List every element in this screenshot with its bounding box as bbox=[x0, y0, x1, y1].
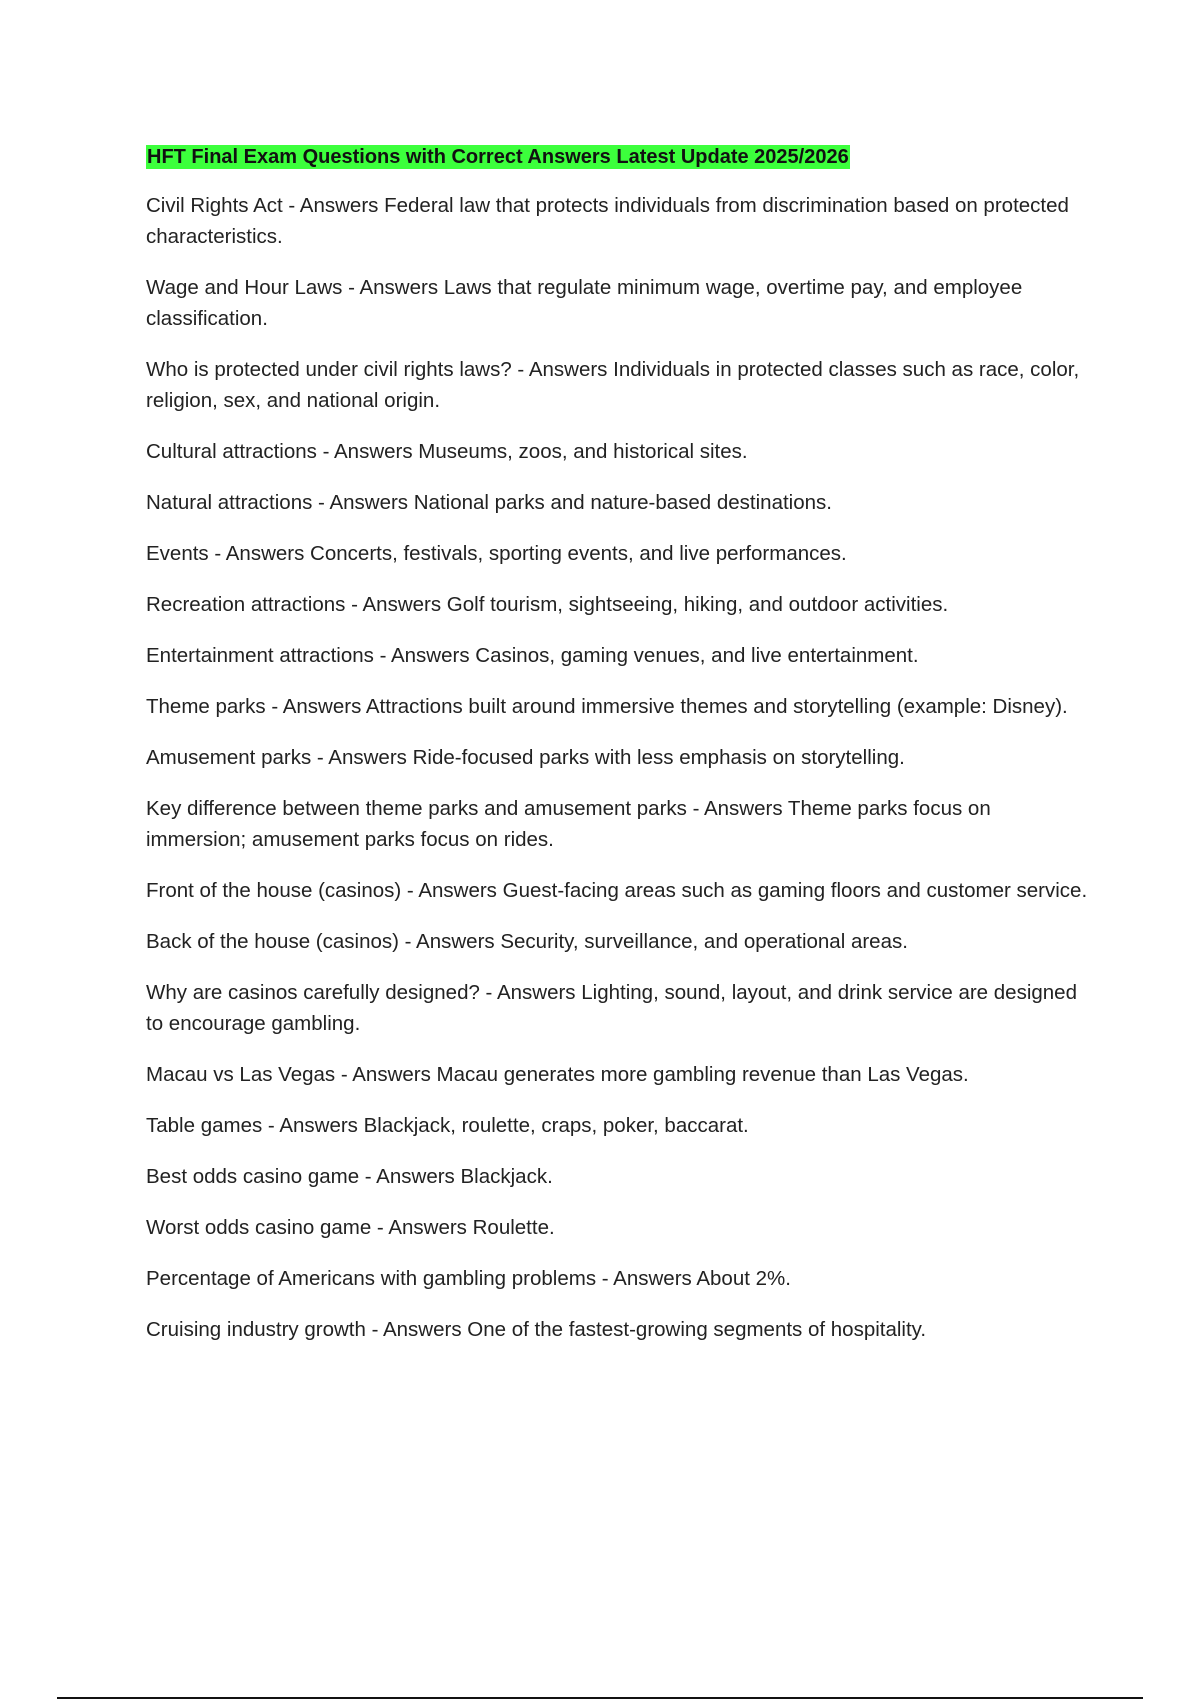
qa-item: Who is protected under civil rights laws? - Answers Individuals in protected classes such as race, color, religion, sex, and national origin. bbox=[146, 358, 1080, 412]
qa-item: Theme parks - Answers Attractions built around immersive themes and storytelling (example: Disney). bbox=[146, 695, 1068, 718]
qa-item: Why are casinos carefully designed? - Answers Lighting, sound, layout, and drink service are designed to encourage gambling. bbox=[146, 981, 1077, 1035]
qa-item: Wage and Hour Laws - Answers Laws that regulate minimum wage, overtime pay, and employee classification. bbox=[146, 276, 1023, 330]
qa-item: Civil Rights Act - Answers Federal law that protects individuals from discrimination based on protected characteristics. bbox=[146, 194, 1069, 248]
document-title: HFT Final Exam Questions with Correct Answers Latest Update 2025/2026 bbox=[147, 146, 849, 168]
page-bottom-divider bbox=[57, 1697, 1143, 1699]
qa-item: Macau vs Las Vegas - Answers Macau generates more gambling revenue than Las Vegas. bbox=[146, 1063, 969, 1086]
document-content bbox=[146, 142, 1092, 1365]
qa-item: Amusement parks - Answers Ride-focused parks with less emphasis on storytelling. bbox=[146, 746, 905, 769]
qa-item: Table games - Answers Blackjack, roulette, craps, poker, baccarat. bbox=[146, 1114, 749, 1137]
qa-item: Events - Answers Concerts, festivals, sporting events, and live performances. bbox=[146, 542, 847, 565]
qa-item: Recreation attractions - Answers Golf tourism, sightseeing, hiking, and outdoor activities. bbox=[146, 593, 949, 616]
qa-item: Best odds casino game - Answers Blackjack. bbox=[146, 1165, 553, 1188]
qa-item: Cultural attractions - Answers Museums, zoos, and historical sites. bbox=[146, 440, 748, 463]
qa-item: Natural attractions - Answers National parks and nature-based destinations. bbox=[146, 491, 832, 514]
qa-item: Percentage of Americans with gambling problems - Answers About 2%. bbox=[146, 1267, 791, 1290]
qa-item: Back of the house (casinos) - Answers Security, surveillance, and operational areas. bbox=[146, 930, 908, 953]
qa-item: Entertainment attractions - Answers Casinos, gaming venues, and live entertainment. bbox=[146, 644, 919, 667]
qa-item: Worst odds casino game - Answers Roulette. bbox=[146, 1216, 555, 1239]
qa-list bbox=[146, 190, 1092, 1345]
qa-item: Key difference between theme parks and amusement parks - Answers Theme parks focus on immersion; amusement parks focus on rides. bbox=[146, 797, 991, 851]
document-title-line bbox=[146, 142, 1092, 172]
qa-item: Front of the house (casinos) - Answers Guest-facing areas such as gaming floors and customer service. bbox=[146, 879, 1088, 902]
qa-item: Cruising industry growth - Answers One of the fastest-growing segments of hospitality. bbox=[146, 1318, 927, 1341]
